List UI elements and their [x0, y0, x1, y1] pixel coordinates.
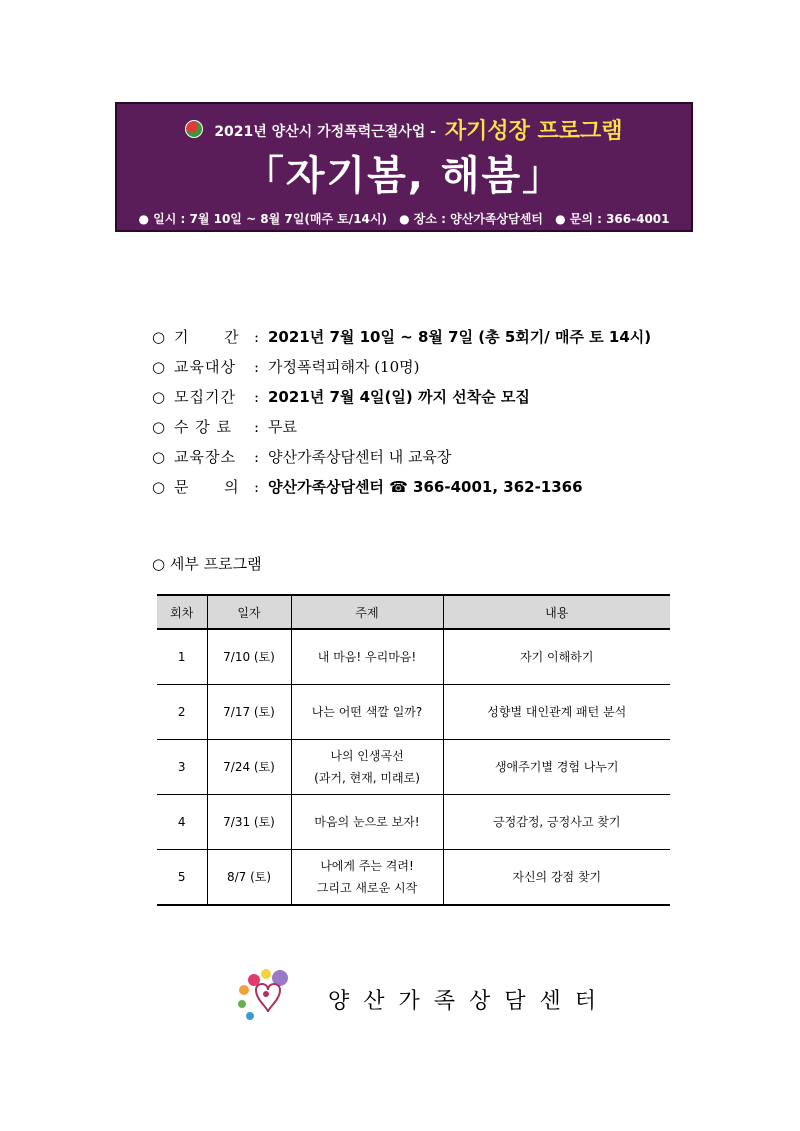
cell-session: 2 — [157, 685, 207, 740]
info-colon: : — [254, 448, 260, 466]
info-colon: : — [254, 358, 260, 376]
banner-highlight: 자기성장 프로그램 — [444, 119, 623, 144]
info-label: 수 강 료 — [174, 418, 233, 436]
cell-content: 자신의 강점 찾기 — [443, 850, 670, 906]
info-value: 양산가족상담센터 ☎ 366-4001, 362-1366 — [268, 478, 583, 496]
banner-title: 「자기봄, 해봄」 — [243, 153, 565, 199]
bullet-circle: ○ — [152, 358, 166, 376]
cell-session: 1 — [157, 629, 207, 685]
table-body — [157, 629, 670, 905]
header-session: 회차 — [157, 595, 207, 629]
program-banner — [115, 102, 693, 232]
cell-session: 4 — [157, 795, 207, 850]
info-value: 가정폭력피해자 (10명) — [268, 358, 420, 376]
cell-content: 성향별 대인관계 패턴 분석 — [443, 685, 670, 740]
info-label: 모집기간 — [174, 388, 236, 406]
cell-content: 자기 이해하기 — [443, 629, 670, 685]
cell-session: 3 — [157, 740, 207, 795]
banner-info-date: ● 일시 : 7월 10일 ~ 8월 7일(매주 토/14시) — [138, 212, 387, 226]
info-colon: : — [254, 478, 260, 496]
info-value: 양산가족상담센터 내 교육장 — [268, 448, 452, 466]
header-content: 내용 — [443, 595, 670, 629]
info-label: 교육대상 — [174, 358, 236, 376]
info-row — [152, 352, 651, 382]
section-title: ○ 세부 프로그램 — [152, 555, 262, 573]
info-label: 교육장소 — [174, 448, 236, 466]
cell-session: 5 — [157, 850, 207, 906]
cell-topic: 나는 어떤 색깔 일까? — [291, 685, 443, 740]
banner-subtitle: 2021년 양산시 가정폭력근절사업 - — [214, 124, 436, 140]
info-colon: : — [254, 328, 260, 346]
cell-date: 7/10 (토) — [207, 629, 291, 685]
bullet-circle: ○ — [152, 418, 166, 436]
cell-topic: 나에게 주는 격려! 그리고 새로운 시작 — [291, 850, 443, 906]
banner-info-contact: ● 문의 : 366-4001 — [555, 212, 670, 226]
table-row — [157, 850, 670, 906]
center-logo-icon — [236, 968, 322, 1024]
cell-content: 긍정감정, 긍정사고 찾기 — [443, 795, 670, 850]
info-value: 무료 — [268, 418, 297, 436]
center-name: 양산가족상담센터 — [328, 989, 611, 1014]
bullet-circle: ○ — [152, 388, 166, 406]
cell-content: 생애주기별 경험 나누기 — [443, 740, 670, 795]
info-label: 문 의 — [174, 478, 240, 496]
cell-date: 7/24 (토) — [207, 740, 291, 795]
info-row — [152, 412, 651, 442]
table-header-row — [157, 595, 670, 629]
cell-topic: 마음의 눈으로 보자! — [291, 795, 443, 850]
info-value: 2021년 7월 10일 ~ 8월 7일 (총 5회기/ 매주 토 14시) — [268, 328, 652, 346]
header-date: 일자 — [207, 595, 291, 629]
info-value: 2021년 7월 4일(일) 까지 선착순 모집 — [268, 388, 530, 406]
table-row — [157, 795, 670, 850]
city-logo-icon — [185, 120, 203, 138]
table-row — [157, 685, 670, 740]
cell-date: 7/31 (토) — [207, 795, 291, 850]
cell-topic: 나의 인생곡선 (과거, 현재, 미래로) — [291, 740, 443, 795]
cell-topic: 내 마음! 우리마음! — [291, 629, 443, 685]
table-row — [157, 740, 670, 795]
cell-date: 7/17 (토) — [207, 685, 291, 740]
info-list — [152, 322, 651, 502]
header-topic: 주제 — [291, 595, 443, 629]
footer — [236, 968, 616, 1028]
table-row — [157, 629, 670, 685]
banner-subtitle-line — [117, 114, 691, 145]
info-row — [152, 322, 651, 352]
info-row — [152, 442, 651, 472]
info-colon: : — [254, 388, 260, 406]
info-label: 기 간 — [174, 328, 240, 346]
cell-date: 8/7 (토) — [207, 850, 291, 906]
bullet-circle: ○ — [152, 478, 166, 496]
banner-info-place: ● 장소 : 양산가족상담센터 — [399, 212, 543, 226]
info-row — [152, 382, 651, 412]
bullet-circle: ○ — [152, 328, 166, 346]
info-colon: : — [254, 418, 260, 436]
program-table — [157, 594, 670, 906]
info-row — [152, 472, 651, 502]
bullet-circle: ○ — [152, 448, 166, 466]
banner-info-line — [117, 210, 691, 227]
